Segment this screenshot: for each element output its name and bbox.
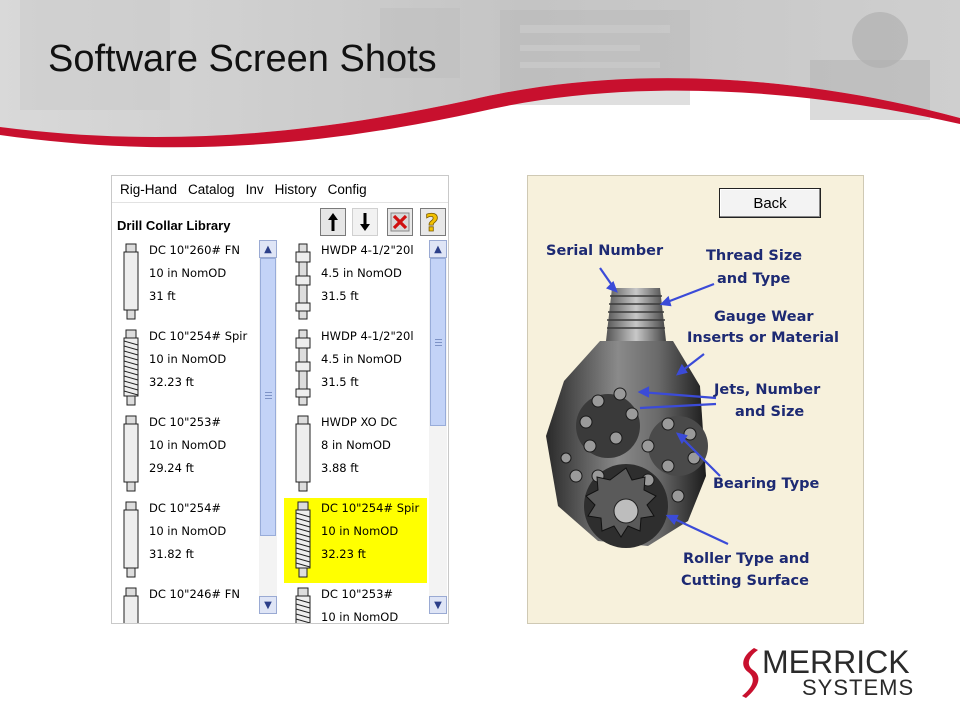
callout-gauge-wear-2: Inserts or Material bbox=[687, 330, 839, 346]
collar-od-text: 4.5 in NomOD bbox=[321, 266, 402, 280]
collar-od-text: 10 in NomOD bbox=[149, 266, 227, 280]
collar-od-text: 4.5 in NomOD bbox=[321, 352, 402, 366]
scroll-down-button[interactable]: ▼ bbox=[429, 596, 447, 614]
collar-length-text: 31 ft bbox=[149, 289, 176, 303]
collar-name-text: DC 10"253# bbox=[149, 415, 222, 429]
drill-collar-icon bbox=[120, 586, 142, 624]
collar-list-item[interactable] bbox=[112, 412, 257, 497]
move-down-button[interactable] bbox=[352, 208, 378, 236]
collar-length-text: 31.5 ft bbox=[321, 289, 359, 303]
merrick-mark-icon bbox=[736, 646, 764, 700]
collar-list-item[interactable] bbox=[284, 584, 427, 624]
collar-name-text: HWDP 4-1/2"20l bbox=[321, 329, 414, 343]
header-band bbox=[0, 0, 960, 160]
collar-name-text: DC 10"254# bbox=[149, 501, 222, 515]
callout-thread-size-1: Thread Size bbox=[706, 248, 803, 264]
collar-list-item[interactable] bbox=[112, 584, 257, 624]
heavyweight-pipe-icon bbox=[292, 242, 314, 324]
scroll-down-button[interactable]: ▼ bbox=[259, 596, 277, 614]
menu-bar bbox=[112, 176, 448, 203]
callout-roller-type-1: Roller Type and bbox=[683, 551, 810, 567]
callout-gauge-wear-1: Gauge Wear bbox=[714, 309, 814, 325]
collar-name-text: HWDP 4-1/2"20l bbox=[321, 243, 414, 257]
collar-od-text: 10 in NomOD bbox=[321, 610, 399, 624]
back-button[interactable]: Back bbox=[719, 188, 821, 218]
help-question-icon bbox=[422, 210, 444, 234]
menu-inv[interactable]: Inv bbox=[245, 181, 264, 197]
collar-list-left bbox=[112, 240, 257, 624]
drill-collar-app-window bbox=[111, 175, 449, 624]
scrollbar-right[interactable] bbox=[429, 240, 447, 614]
collar-length-text: 31.82 ft bbox=[149, 547, 194, 561]
collar-list-item[interactable] bbox=[284, 412, 427, 497]
drill-collar-icon bbox=[120, 500, 142, 582]
collar-length-text: 3.88 ft bbox=[321, 461, 359, 475]
drill-collar-icon bbox=[120, 414, 142, 496]
menu-catalog[interactable]: Catalog bbox=[188, 181, 235, 197]
arrow-up-icon bbox=[326, 212, 340, 232]
collar-name-text: DC 10"254# Spir bbox=[321, 501, 420, 515]
menu-history[interactable]: History bbox=[274, 181, 317, 197]
scroll-thumb[interactable] bbox=[430, 258, 446, 426]
menu-rig-hand[interactable]: Rig-Hand bbox=[120, 181, 178, 197]
collar-od-text: 8 in NomOD bbox=[321, 438, 391, 452]
svg-text:?: ? bbox=[425, 210, 439, 234]
slide-title: Software Screen Shots bbox=[48, 38, 437, 80]
collar-od-text: 10 in NomOD bbox=[149, 352, 227, 366]
collar-od-text: 10 in NomOD bbox=[149, 524, 227, 538]
collar-name-text: DC 10"246# FN bbox=[149, 587, 240, 601]
collar-list-right bbox=[284, 240, 427, 624]
collar-length-text: 31.5 ft bbox=[321, 375, 359, 389]
spiral-collar-icon bbox=[120, 328, 142, 410]
callout-jets-1: Jets, Number bbox=[714, 382, 821, 398]
collar-list-item-selected[interactable] bbox=[284, 498, 427, 583]
scrollbar-left[interactable] bbox=[259, 240, 277, 614]
move-up-button[interactable] bbox=[320, 208, 346, 236]
collar-name-text: DC 10"253# bbox=[321, 587, 394, 601]
collar-list-item[interactable] bbox=[112, 498, 257, 583]
collar-list-item[interactable] bbox=[112, 326, 257, 411]
spiral-collar-icon bbox=[292, 586, 314, 624]
help-button[interactable] bbox=[420, 208, 446, 236]
collar-od-text: 10 in NomOD bbox=[321, 524, 399, 538]
spiral-collar-icon bbox=[292, 500, 314, 582]
delete-button[interactable] bbox=[387, 208, 413, 236]
library-toolbar bbox=[112, 206, 448, 238]
collar-name-text: DC 10"260# FN bbox=[149, 243, 240, 257]
collar-name-text: DC 10"254# Spir bbox=[149, 329, 248, 343]
callout-roller-type-2: Cutting Surface bbox=[681, 573, 809, 589]
logo-subtitle: SYSTEMS bbox=[802, 675, 915, 700]
scroll-thumb[interactable] bbox=[260, 258, 276, 536]
delete-x-icon bbox=[389, 211, 411, 233]
callout-serial-number: Serial Number bbox=[546, 243, 664, 259]
scroll-up-button[interactable]: ▲ bbox=[429, 240, 447, 258]
callout-bearing-type: Bearing Type bbox=[713, 476, 820, 492]
library-title: Drill Collar Library bbox=[117, 218, 231, 233]
bit-diagram-panel bbox=[527, 175, 864, 624]
collar-name-text: HWDP XO DC bbox=[321, 415, 398, 429]
scroll-up-button[interactable]: ▲ bbox=[259, 240, 277, 258]
logo-wordmark: MERRICK bbox=[762, 644, 910, 680]
collar-od-text: 10 in NomOD bbox=[149, 438, 227, 452]
drill-collar-icon bbox=[120, 242, 142, 324]
collar-length-text: 32.23 ft bbox=[321, 547, 366, 561]
collar-list-item[interactable] bbox=[112, 240, 257, 325]
merrick-logo bbox=[736, 644, 926, 700]
callout-jets-2: and Size bbox=[735, 404, 805, 420]
heavyweight-pipe-icon bbox=[292, 328, 314, 410]
arrow-down-icon bbox=[358, 212, 372, 232]
drill-collar-icon bbox=[292, 414, 314, 496]
collar-length-text: 29.24 ft bbox=[149, 461, 194, 475]
callout-thread-size-2: and Type bbox=[717, 271, 791, 287]
menu-config[interactable]: Config bbox=[327, 181, 367, 197]
collar-list-item[interactable] bbox=[284, 326, 427, 411]
collar-length-text: 32.23 ft bbox=[149, 375, 194, 389]
collar-list-item[interactable] bbox=[284, 240, 427, 325]
